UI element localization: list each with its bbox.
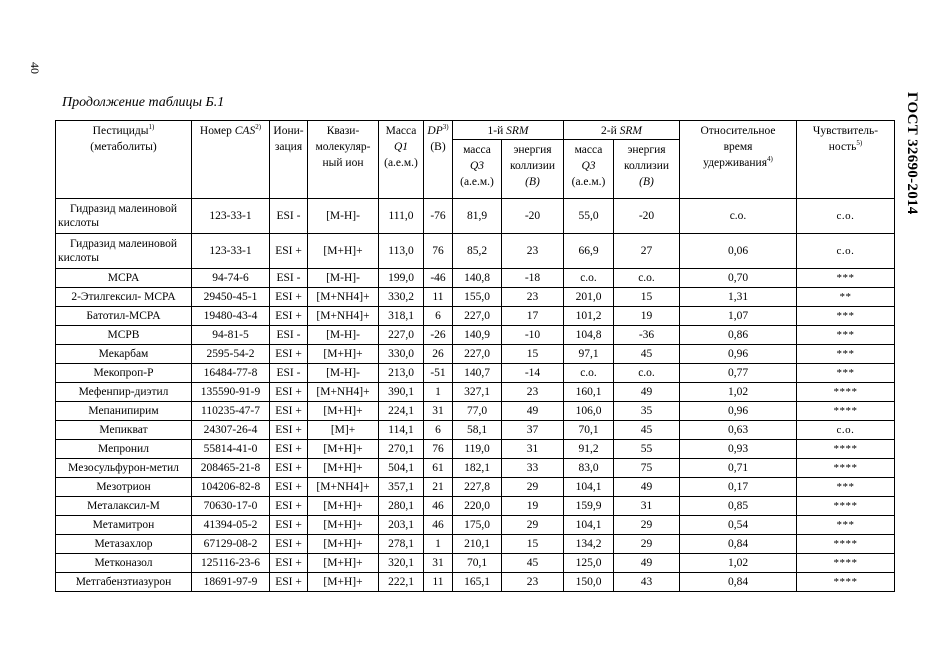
cell-cas-number: 29450-45-1 bbox=[192, 288, 270, 307]
cell-srm2-mass-q3: 70,1 bbox=[564, 421, 614, 440]
cell-quasi-ion: [M-H]- bbox=[308, 269, 379, 288]
cell-dp: -51 bbox=[424, 364, 453, 383]
table-row bbox=[56, 573, 895, 592]
cell-srm2-mass-q3: с.о. bbox=[564, 364, 614, 383]
cell-cas-number: 110235-47-7 bbox=[192, 402, 270, 421]
cell-ionization: ESI - bbox=[270, 199, 308, 234]
cell-srm1-energy: -10 bbox=[502, 326, 564, 345]
cell-mass-q1: 111,0 bbox=[379, 199, 424, 234]
cell-srm1-energy: 37 bbox=[502, 421, 564, 440]
cell-ionization: ESI - bbox=[270, 326, 308, 345]
cell-srm1-energy: -20 bbox=[502, 199, 564, 234]
cell-sensitivity: **** bbox=[797, 402, 895, 421]
cell-mass-q1: 330,2 bbox=[379, 288, 424, 307]
table-row bbox=[56, 383, 895, 402]
header-srm1-mass-q3: масса Q3 (а.е.м.) bbox=[453, 140, 502, 199]
cell-pesticide-name: 2-Этилгексил- MCPA bbox=[56, 288, 192, 307]
cell-quasi-ion: [M+H]+ bbox=[308, 234, 379, 269]
cell-srm2-mass-q3: 104,1 bbox=[564, 516, 614, 535]
cell-srm1-energy: -14 bbox=[502, 364, 564, 383]
cell-srm1-mass-q3: 77,0 bbox=[453, 402, 502, 421]
cell-mass-q1: 504,1 bbox=[379, 459, 424, 478]
cell-srm2-energy: 15 bbox=[614, 288, 680, 307]
cell-quasi-ion: [M+H]+ bbox=[308, 554, 379, 573]
cell-ionization: ESI + bbox=[270, 307, 308, 326]
cell-sensitivity: *** bbox=[797, 345, 895, 364]
cell-pesticide-name: Батотил-MCPA bbox=[56, 307, 192, 326]
cell-ionization: ESI + bbox=[270, 516, 308, 535]
cell-quasi-ion: [M-H]- bbox=[308, 326, 379, 345]
cell-relative-retention: 0,85 bbox=[680, 497, 797, 516]
cell-sensitivity: с.о. bbox=[797, 199, 895, 234]
cell-relative-retention: 0,17 bbox=[680, 478, 797, 497]
cell-mass-q1: 318,1 bbox=[379, 307, 424, 326]
cell-ionization: ESI - bbox=[270, 269, 308, 288]
cell-pesticide-name: Мепикват bbox=[56, 421, 192, 440]
table-row bbox=[56, 307, 895, 326]
cell-srm1-energy: -18 bbox=[502, 269, 564, 288]
cell-mass-q1: 227,0 bbox=[379, 326, 424, 345]
cell-relative-retention: 0,96 bbox=[680, 345, 797, 364]
table-row bbox=[56, 199, 895, 234]
cell-sensitivity: **** bbox=[797, 497, 895, 516]
cell-dp: 31 bbox=[424, 554, 453, 573]
cell-ionization: ESI + bbox=[270, 345, 308, 364]
cell-mass-q1: 224,1 bbox=[379, 402, 424, 421]
header-dp: DP$^{3)}$ (В) bbox=[424, 121, 453, 199]
cell-srm1-mass-q3: 85,2 bbox=[453, 234, 502, 269]
cell-pesticide-name: Мезосульфурон-метил bbox=[56, 459, 192, 478]
cell-quasi-ion: [M+H]+ bbox=[308, 573, 379, 592]
cell-srm1-mass-q3: 70,1 bbox=[453, 554, 502, 573]
cell-mass-q1: 357,1 bbox=[379, 478, 424, 497]
cell-srm2-energy: 19 bbox=[614, 307, 680, 326]
cell-srm1-energy: 45 bbox=[502, 554, 564, 573]
cell-sensitivity: *** bbox=[797, 269, 895, 288]
cell-pesticide-name: Метконазол bbox=[56, 554, 192, 573]
page-number: 40 bbox=[28, 62, 42, 74]
cell-srm2-mass-q3: 83,0 bbox=[564, 459, 614, 478]
cell-srm1-energy: 17 bbox=[502, 307, 564, 326]
cell-srm1-energy: 33 bbox=[502, 459, 564, 478]
cell-srm2-energy: 55 bbox=[614, 440, 680, 459]
header-srm2-energy: энергия коллизии (В) bbox=[614, 140, 680, 199]
cell-sensitivity: *** bbox=[797, 516, 895, 535]
cell-srm1-mass-q3: 119,0 bbox=[453, 440, 502, 459]
cell-srm2-mass-q3: 104,1 bbox=[564, 478, 614, 497]
header-srm1: 1-й SRM bbox=[453, 121, 564, 140]
cell-pesticide-name: MCPB bbox=[56, 326, 192, 345]
cell-quasi-ion: [M+NH4]+ bbox=[308, 383, 379, 402]
cell-sensitivity: *** bbox=[797, 307, 895, 326]
cell-mass-q1: 390,1 bbox=[379, 383, 424, 402]
cell-srm2-mass-q3: 97,1 bbox=[564, 345, 614, 364]
cell-srm2-energy: 31 bbox=[614, 497, 680, 516]
header-ionization: Иони- зация bbox=[270, 121, 308, 199]
header-mass-q1: Масса Q1 (а.е.м.) bbox=[379, 121, 424, 199]
cell-cas-number: 94-81-5 bbox=[192, 326, 270, 345]
cell-cas-number: 123-33-1 bbox=[192, 199, 270, 234]
cell-srm2-energy: 29 bbox=[614, 535, 680, 554]
cell-srm1-mass-q3: 227,0 bbox=[453, 307, 502, 326]
cell-srm2-mass-q3: 106,0 bbox=[564, 402, 614, 421]
cell-srm1-mass-q3: 165,1 bbox=[453, 573, 502, 592]
cell-cas-number: 135590-91-9 bbox=[192, 383, 270, 402]
cell-quasi-ion: [M+NH4]+ bbox=[308, 307, 379, 326]
cell-ionization: ESI + bbox=[270, 535, 308, 554]
cell-srm1-mass-q3: 81,9 bbox=[453, 199, 502, 234]
cell-mass-q1: 114,1 bbox=[379, 421, 424, 440]
cell-dp: 46 bbox=[424, 497, 453, 516]
header-sensitivity: Чувствитель- ность$^{5)}$ bbox=[797, 121, 895, 199]
cell-ionization: ESI + bbox=[270, 497, 308, 516]
cell-cas-number: 2595-54-2 bbox=[192, 345, 270, 364]
table-row bbox=[56, 326, 895, 345]
cell-ionization: ESI + bbox=[270, 402, 308, 421]
cell-quasi-ion: [M+H]+ bbox=[308, 345, 379, 364]
cell-cas-number: 70630-17-0 bbox=[192, 497, 270, 516]
cell-pesticide-name: Гидразид малеиновой кислоты bbox=[56, 234, 192, 269]
cell-dp: 76 bbox=[424, 440, 453, 459]
cell-quasi-ion: [M+NH4]+ bbox=[308, 288, 379, 307]
cell-mass-q1: 199,0 bbox=[379, 269, 424, 288]
cell-sensitivity: ** bbox=[797, 288, 895, 307]
cell-sensitivity: **** bbox=[797, 383, 895, 402]
cell-srm2-energy: -36 bbox=[614, 326, 680, 345]
cell-quasi-ion: [M+H]+ bbox=[308, 440, 379, 459]
cell-cas-number: 67129-08-2 bbox=[192, 535, 270, 554]
cell-srm1-mass-q3: 220,0 bbox=[453, 497, 502, 516]
cell-srm2-energy: 43 bbox=[614, 573, 680, 592]
cell-srm1-energy: 23 bbox=[502, 383, 564, 402]
cell-relative-retention: 0,71 bbox=[680, 459, 797, 478]
cell-relative-retention: 0,93 bbox=[680, 440, 797, 459]
table-row bbox=[56, 440, 895, 459]
cell-mass-q1: 213,0 bbox=[379, 364, 424, 383]
cell-relative-retention: 0,96 bbox=[680, 402, 797, 421]
cell-srm1-energy: 15 bbox=[502, 345, 564, 364]
cell-cas-number: 123-33-1 bbox=[192, 234, 270, 269]
cell-mass-q1: 203,1 bbox=[379, 516, 424, 535]
cell-relative-retention: 0,77 bbox=[680, 364, 797, 383]
cell-srm2-mass-q3: 101,2 bbox=[564, 307, 614, 326]
table-row bbox=[56, 288, 895, 307]
cell-mass-q1: 280,1 bbox=[379, 497, 424, 516]
cell-sensitivity: **** bbox=[797, 573, 895, 592]
cell-mass-q1: 113,0 bbox=[379, 234, 424, 269]
table-row bbox=[56, 364, 895, 383]
cell-srm1-energy: 23 bbox=[502, 573, 564, 592]
cell-ionization: ESI + bbox=[270, 288, 308, 307]
table-row bbox=[56, 535, 895, 554]
cell-srm2-mass-q3: с.о. bbox=[564, 269, 614, 288]
cell-sensitivity: **** bbox=[797, 459, 895, 478]
cell-srm1-mass-q3: 58,1 bbox=[453, 421, 502, 440]
cell-cas-number: 41394-05-2 bbox=[192, 516, 270, 535]
cell-dp: 26 bbox=[424, 345, 453, 364]
cell-quasi-ion: [M+H]+ bbox=[308, 516, 379, 535]
pesticide-table bbox=[55, 120, 895, 592]
cell-sensitivity: с.о. bbox=[797, 234, 895, 269]
cell-srm2-energy: 45 bbox=[614, 345, 680, 364]
header-srm1-energy: энергия коллизии (В) bbox=[502, 140, 564, 199]
cell-quasi-ion: [M+H]+ bbox=[308, 497, 379, 516]
cell-sensitivity: *** bbox=[797, 364, 895, 383]
cell-srm1-energy: 29 bbox=[502, 516, 564, 535]
cell-relative-retention: 1,07 bbox=[680, 307, 797, 326]
cell-sensitivity: **** bbox=[797, 535, 895, 554]
cell-relative-retention: 1,31 bbox=[680, 288, 797, 307]
cell-sensitivity: с.о. bbox=[797, 421, 895, 440]
cell-relative-retention: 1,02 bbox=[680, 383, 797, 402]
cell-srm2-mass-q3: 104,8 bbox=[564, 326, 614, 345]
table-row bbox=[56, 421, 895, 440]
cell-dp: 11 bbox=[424, 573, 453, 592]
cell-cas-number: 208465-21-8 bbox=[192, 459, 270, 478]
cell-relative-retention: 0,86 bbox=[680, 326, 797, 345]
cell-srm1-mass-q3: 140,9 bbox=[453, 326, 502, 345]
cell-ionization: ESI + bbox=[270, 440, 308, 459]
cell-srm1-mass-q3: 140,7 bbox=[453, 364, 502, 383]
cell-ionization: ESI - bbox=[270, 364, 308, 383]
cell-relative-retention: 0,63 bbox=[680, 421, 797, 440]
cell-srm2-energy: 27 bbox=[614, 234, 680, 269]
cell-srm2-energy: с.о. bbox=[614, 269, 680, 288]
cell-mass-q1: 320,1 bbox=[379, 554, 424, 573]
cell-pesticide-name: Метгабензтиазурон bbox=[56, 573, 192, 592]
table-row bbox=[56, 516, 895, 535]
cell-relative-retention: 0,84 bbox=[680, 535, 797, 554]
cell-dp: 1 bbox=[424, 535, 453, 554]
cell-dp: 6 bbox=[424, 421, 453, 440]
cell-srm1-energy: 23 bbox=[502, 288, 564, 307]
header-pesticide: Пестициды$^{1)}$ (метаболиты) bbox=[56, 121, 192, 199]
cell-relative-retention: 0,84 bbox=[680, 573, 797, 592]
cell-pesticide-name: Мекарбам bbox=[56, 345, 192, 364]
table-caption: Продолжение таблицы Б.1 bbox=[62, 95, 225, 110]
cell-pesticide-name: Мепронил bbox=[56, 440, 192, 459]
cell-pesticide-name: Метамитрон bbox=[56, 516, 192, 535]
cell-dp: 21 bbox=[424, 478, 453, 497]
cell-quasi-ion: [M+NH4]+ bbox=[308, 478, 379, 497]
cell-srm2-energy: 45 bbox=[614, 421, 680, 440]
cell-sensitivity: *** bbox=[797, 478, 895, 497]
cell-sensitivity: **** bbox=[797, 440, 895, 459]
cell-ionization: ESI + bbox=[270, 383, 308, 402]
cell-srm1-energy: 49 bbox=[502, 402, 564, 421]
cell-dp: 46 bbox=[424, 516, 453, 535]
cell-relative-retention: 0,54 bbox=[680, 516, 797, 535]
cell-srm1-mass-q3: 210,1 bbox=[453, 535, 502, 554]
table-row bbox=[56, 402, 895, 421]
cell-srm2-mass-q3: 91,2 bbox=[564, 440, 614, 459]
cell-dp: -46 bbox=[424, 269, 453, 288]
cell-cas-number: 16484-77-8 bbox=[192, 364, 270, 383]
cell-ionization: ESI + bbox=[270, 573, 308, 592]
cell-srm2-mass-q3: 66,9 bbox=[564, 234, 614, 269]
table-row bbox=[56, 497, 895, 516]
cell-dp: 76 bbox=[424, 234, 453, 269]
cell-cas-number: 55814-41-0 bbox=[192, 440, 270, 459]
cell-cas-number: 24307-26-4 bbox=[192, 421, 270, 440]
cell-pesticide-name: Мезотрион bbox=[56, 478, 192, 497]
cell-ionization: ESI + bbox=[270, 421, 308, 440]
header-relative-retention: Относительное время удерживания$^{4)}$ bbox=[680, 121, 797, 199]
cell-ionization: ESI + bbox=[270, 478, 308, 497]
cell-quasi-ion: [M+H]+ bbox=[308, 459, 379, 478]
table-row bbox=[56, 478, 895, 497]
cell-dp: 1 bbox=[424, 383, 453, 402]
cell-srm1-energy: 31 bbox=[502, 440, 564, 459]
cell-srm1-mass-q3: 227,0 bbox=[453, 345, 502, 364]
cell-srm2-energy: 49 bbox=[614, 478, 680, 497]
cell-srm1-energy: 19 bbox=[502, 497, 564, 516]
cell-pesticide-name: Гидразид малеиновой кислоты bbox=[56, 199, 192, 234]
cell-sensitivity: *** bbox=[797, 326, 895, 345]
cell-srm1-mass-q3: 227,8 bbox=[453, 478, 502, 497]
cell-sensitivity: **** bbox=[797, 554, 895, 573]
table-row bbox=[56, 269, 895, 288]
cell-quasi-ion: [M-H]- bbox=[308, 364, 379, 383]
cell-quasi-ion: [M+H]+ bbox=[308, 535, 379, 554]
cell-dp: 6 bbox=[424, 307, 453, 326]
cell-cas-number: 94-74-6 bbox=[192, 269, 270, 288]
cell-srm1-energy: 23 bbox=[502, 234, 564, 269]
cell-dp: 11 bbox=[424, 288, 453, 307]
header-quasi-ion: Квази- молекуляр- ный ион bbox=[308, 121, 379, 199]
cell-srm1-mass-q3: 327,1 bbox=[453, 383, 502, 402]
cell-srm2-mass-q3: 150,0 bbox=[564, 573, 614, 592]
cell-cas-number: 125116-23-6 bbox=[192, 554, 270, 573]
cell-srm2-energy: 49 bbox=[614, 554, 680, 573]
header-srm2: 2-й SRM bbox=[564, 121, 680, 140]
side-standard-title: ГОСТ 32690-2014 bbox=[904, 92, 920, 215]
cell-ionization: ESI + bbox=[270, 554, 308, 573]
cell-mass-q1: 330,0 bbox=[379, 345, 424, 364]
cell-relative-retention: 0,70 bbox=[680, 269, 797, 288]
cell-pesticide-name: MCPA bbox=[56, 269, 192, 288]
cell-srm2-mass-q3: 159,9 bbox=[564, 497, 614, 516]
cell-srm2-mass-q3: 160,1 bbox=[564, 383, 614, 402]
cell-dp: -26 bbox=[424, 326, 453, 345]
cell-pesticide-name: Металаксил-М bbox=[56, 497, 192, 516]
cell-pesticide-name: Метазахлор bbox=[56, 535, 192, 554]
cell-dp: 61 bbox=[424, 459, 453, 478]
table-row bbox=[56, 459, 895, 478]
cell-cas-number: 18691-97-9 bbox=[192, 573, 270, 592]
cell-srm2-energy: 29 bbox=[614, 516, 680, 535]
cell-srm2-energy: 49 bbox=[614, 383, 680, 402]
cell-pesticide-name: Мекопроп-Р bbox=[56, 364, 192, 383]
table-row bbox=[56, 554, 895, 573]
cell-srm1-mass-q3: 155,0 bbox=[453, 288, 502, 307]
cell-ionization: ESI + bbox=[270, 459, 308, 478]
cell-srm2-energy: -20 bbox=[614, 199, 680, 234]
header-cas: Номер CAS$^{2)}$ bbox=[192, 121, 270, 199]
cell-srm1-energy: 15 bbox=[502, 535, 564, 554]
cell-pesticide-name: Мефенпир-диэтил bbox=[56, 383, 192, 402]
table-row bbox=[56, 345, 895, 364]
cell-relative-retention: с.о. bbox=[680, 199, 797, 234]
cell-dp: -76 bbox=[424, 199, 453, 234]
cell-srm2-energy: 35 bbox=[614, 402, 680, 421]
cell-mass-q1: 222,1 bbox=[379, 573, 424, 592]
cell-quasi-ion: [M+H]+ bbox=[308, 402, 379, 421]
cell-mass-q1: 278,1 bbox=[379, 535, 424, 554]
cell-srm2-mass-q3: 134,2 bbox=[564, 535, 614, 554]
cell-srm1-mass-q3: 175,0 bbox=[453, 516, 502, 535]
cell-quasi-ion: [M-H]- bbox=[308, 199, 379, 234]
cell-pesticide-name: Мепанипирим bbox=[56, 402, 192, 421]
cell-quasi-ion: [M]+ bbox=[308, 421, 379, 440]
table-row bbox=[56, 234, 895, 269]
cell-srm2-energy: 75 bbox=[614, 459, 680, 478]
cell-mass-q1: 270,1 bbox=[379, 440, 424, 459]
cell-srm2-mass-q3: 55,0 bbox=[564, 199, 614, 234]
cell-srm2-mass-q3: 201,0 bbox=[564, 288, 614, 307]
header-srm2-mass-q3: масса Q3 (а.е.м.) bbox=[564, 140, 614, 199]
cell-srm1-mass-q3: 140,8 bbox=[453, 269, 502, 288]
cell-relative-retention: 0,06 bbox=[680, 234, 797, 269]
cell-relative-retention: 1,02 bbox=[680, 554, 797, 573]
cell-srm1-energy: 29 bbox=[502, 478, 564, 497]
cell-dp: 31 bbox=[424, 402, 453, 421]
cell-srm2-energy: с.о. bbox=[614, 364, 680, 383]
cell-srm1-mass-q3: 182,1 bbox=[453, 459, 502, 478]
cell-cas-number: 104206-82-8 bbox=[192, 478, 270, 497]
cell-cas-number: 19480-43-4 bbox=[192, 307, 270, 326]
table-body bbox=[56, 199, 895, 592]
cell-ionization: ESI + bbox=[270, 234, 308, 269]
cell-srm2-mass-q3: 125,0 bbox=[564, 554, 614, 573]
